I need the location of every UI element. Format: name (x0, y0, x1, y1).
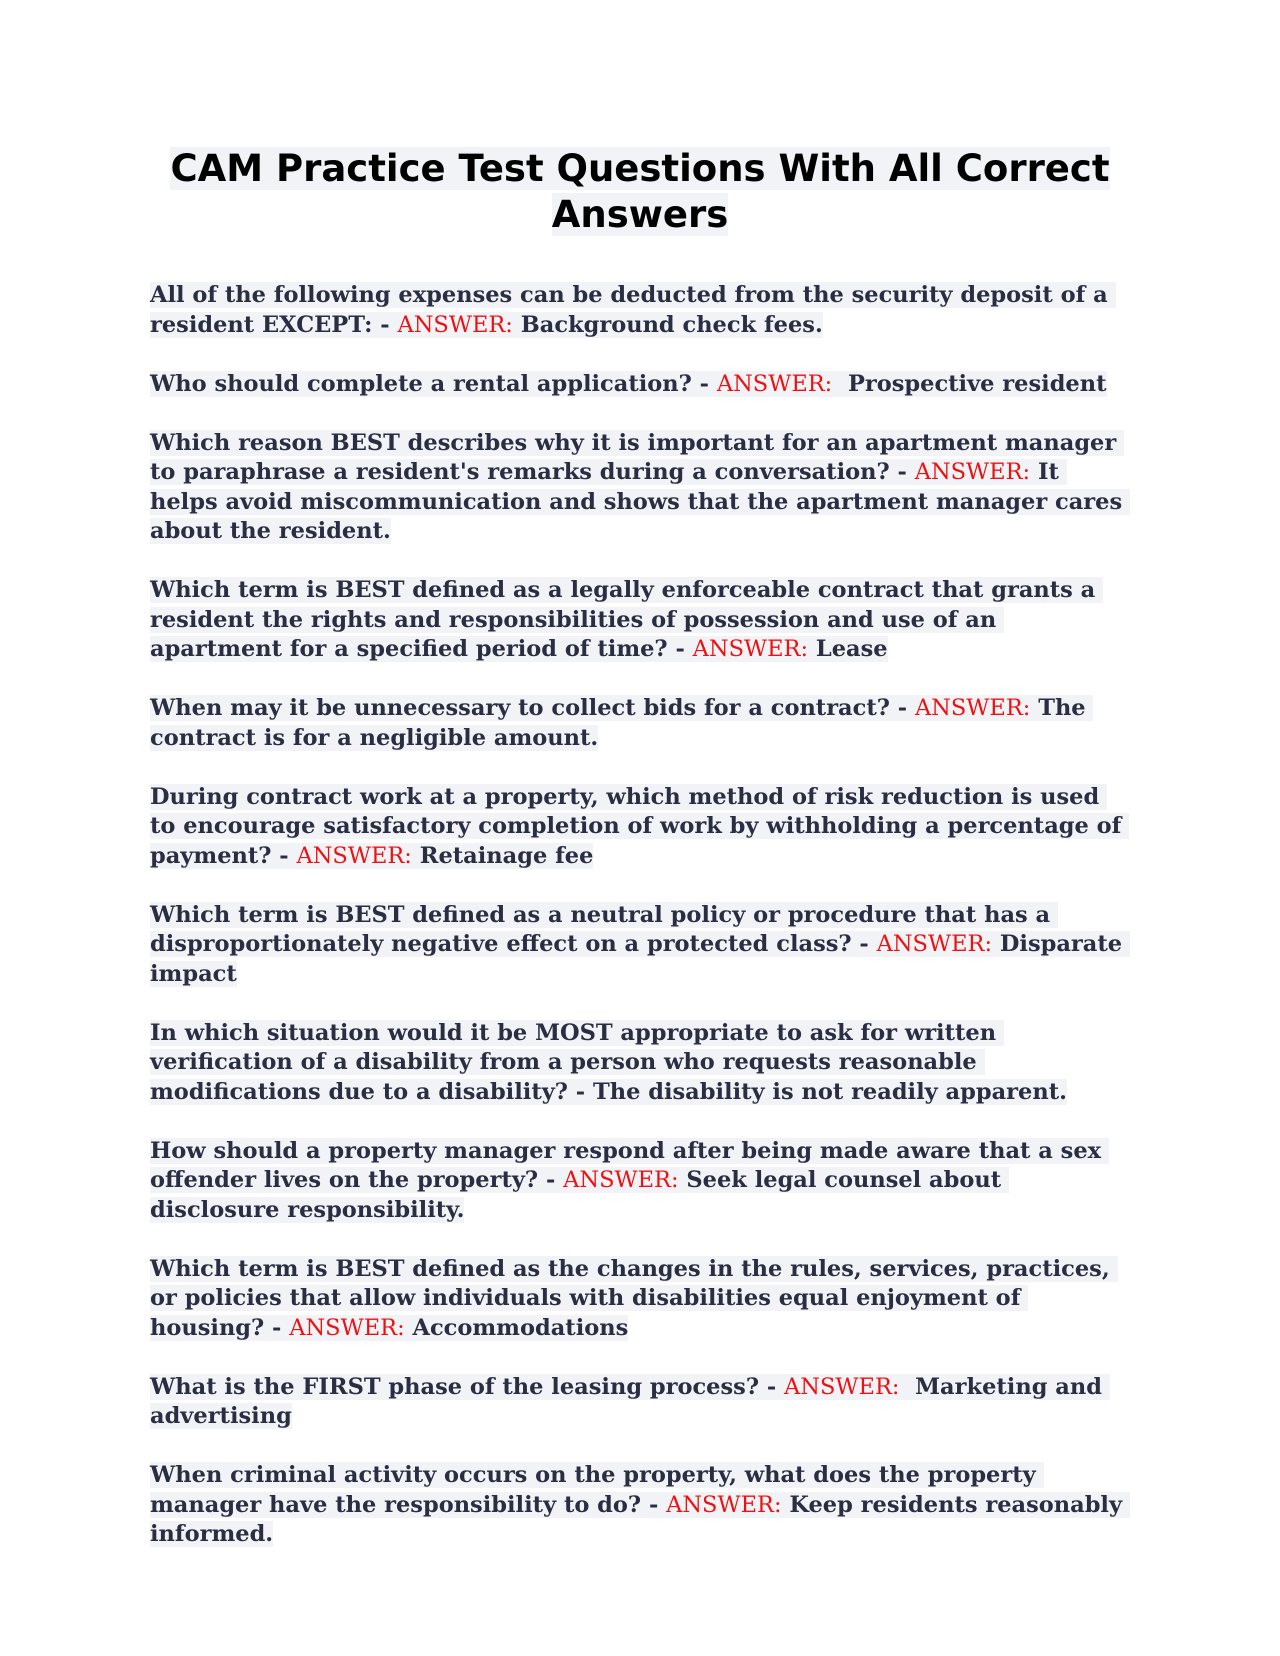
qa-item (150, 901, 1130, 990)
separator: - (691, 370, 717, 397)
separator: - (271, 842, 297, 869)
answer-label: ANSWER: (784, 1373, 900, 1400)
qa-list (150, 281, 1130, 1579)
question-text: Which term is BEST defined as a legally enforceable contract that grants a resident the rights and responsibilities of possession and use of an apartment for a specified period of time? (150, 577, 1104, 662)
separator: - (889, 459, 915, 485)
qa-item (150, 370, 1130, 400)
answer-text: Retainage fee (411, 842, 594, 869)
question-text: In which situation would it be MOST appropriate to ask for written verification of a disability from a person who requests reasonable modifications due to a disability? - The disability is not readily apparent. (150, 1019, 1067, 1105)
answer-text: The contract is for a negligible amount. (150, 695, 1094, 751)
qa-item (150, 576, 1130, 665)
qa-item (150, 694, 1130, 753)
answer-text: It helps avoid miscommunication and shows that the apartment manager cares about the resident. (150, 459, 1130, 544)
answer-text: Keep residents reasonably informed. (150, 1491, 1130, 1547)
document-title (150, 146, 1130, 238)
separator: - (667, 636, 693, 662)
separator: - (372, 311, 398, 338)
question-text: When may it be unnecessary to collect bids for a contract? (150, 695, 890, 721)
qa-item (150, 1373, 1130, 1432)
question-text: Which term is BEST defined as the changes in the rules, services, practices, or policies that allow individuals with disabilities equal enjoyment of housing? (150, 1255, 1118, 1341)
answer-label: ANSWER: (692, 636, 809, 662)
answer-text: Marketing and advertising (150, 1373, 1110, 1429)
answer-label: ANSWER: (914, 459, 1031, 485)
answer-label: ANSWER: (666, 1491, 782, 1518)
question-text: Which reason BEST describes why it is important for an apartment manager to paraphrase a resident's remarks during a conversation? (150, 429, 1125, 485)
qa-item (150, 1019, 1130, 1108)
question-text: What is the FIRST phase of the leasing process? (150, 1373, 760, 1400)
answer-text: Lease (808, 636, 888, 662)
separator: - (264, 1314, 290, 1341)
answer-label: ANSWER: (289, 1314, 405, 1341)
separator: - (759, 1373, 785, 1400)
answer-text: Background check fees. (512, 311, 823, 338)
question-text: Which term is BEST defined as a neutral policy or procedure that has a disproportionately negative effect on a protected class? (150, 901, 1058, 957)
answer-text: Seek legal counsel about disclosure responsibility. (150, 1167, 1009, 1223)
question-text: When criminal activity occurs on the property, what does the property manager have the responsibility to do? (150, 1462, 1044, 1518)
qa-item (150, 429, 1130, 547)
answer-label: ANSWER: (876, 931, 993, 957)
answer-text: Prospective resident (832, 370, 1107, 397)
question-text: During contract work at a property, which method of risk reduction is used to encourage satisfactory completion of work by withholding a percentage of payment? (150, 783, 1130, 869)
qa-item (150, 1461, 1130, 1550)
answer-label: ANSWER: (563, 1167, 679, 1193)
qa-item (150, 783, 1130, 872)
question-text: How should a property manager respond after being made aware that a sex offender lives on the property? (150, 1137, 1109, 1193)
answer-label: ANSWER: (716, 370, 833, 397)
separator: - (538, 1167, 564, 1193)
question-text: All of the following expenses can be deducted from the security deposit of a resident EXCEPT: (150, 282, 1116, 338)
question-text: Who should complete a rental application? (150, 370, 692, 397)
document-title-text: CAM Practice Test Questions With All Correct Answers (170, 147, 1110, 236)
qa-item (150, 281, 1130, 340)
separator: - (851, 931, 877, 957)
answer-label: ANSWER: (296, 842, 412, 869)
answer-label: ANSWER: (397, 311, 513, 338)
qa-item (150, 1255, 1130, 1344)
separator: - (889, 695, 915, 721)
answer-text: Disparate impact (150, 931, 1130, 987)
answer-label: ANSWER: (914, 695, 1031, 721)
separator: - (641, 1491, 667, 1518)
answer-text: Accommodations (404, 1314, 629, 1341)
qa-item (150, 1137, 1130, 1226)
